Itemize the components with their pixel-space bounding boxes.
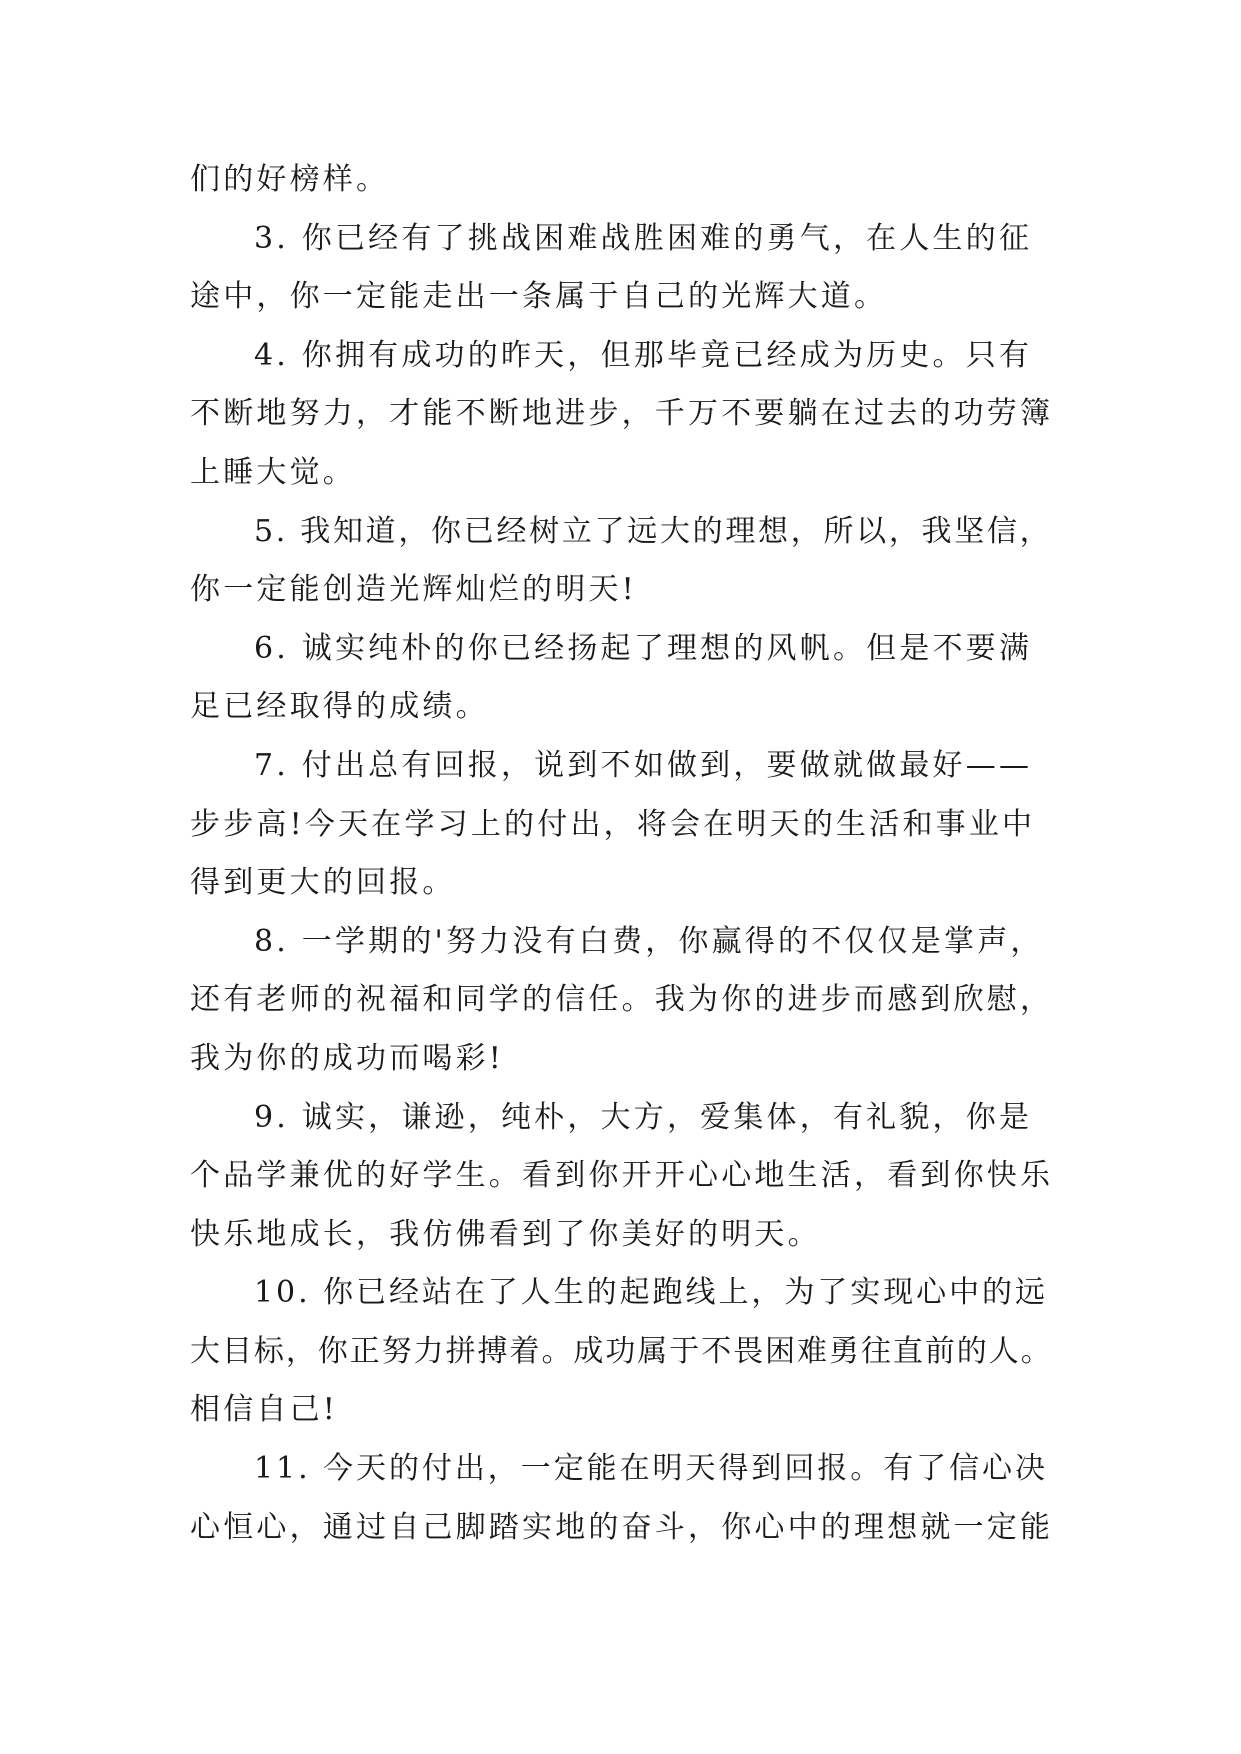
text-line: 上睡大觉。 — [190, 454, 356, 490]
text-line: 途中，你一定能走出一条属于自己的光辉大道。 — [190, 279, 888, 315]
document-body — [190, 151, 1052, 1557]
text-line: 你一定能创造光辉灿烂的明天! — [190, 572, 637, 608]
text-line: 不断地努力，才能不断地进步，千万不要躺在过去的功劳簿 — [190, 396, 1054, 432]
text-line: 7. 付出总有回报，说到不如做到，要做就做最好—— — [254, 747, 1033, 783]
text-line: 6. 诚实纯朴的你已经扬起了理想的风帆。但是不要满 — [254, 630, 1033, 666]
text-line: 还有老师的祝福和同学的信任。我为你的进步而感到欣慰， — [190, 982, 1054, 1018]
text-line: 们的好榜样。 — [190, 162, 390, 197]
text-line: 步步高!今天在学习上的付出，将会在明天的生活和事业中 — [190, 806, 1036, 842]
text-line: 心恒心，通过自己脚踏实地的奋斗，你心中的理想就一定能 — [190, 1509, 1054, 1545]
text-line: 得到更大的回报。 — [190, 865, 456, 901]
text-line: 11. 今天的付出，一定能在明天得到回报。有了信心决 — [254, 1451, 1048, 1487]
text-line: 相信自己! — [190, 1392, 339, 1428]
text-line: 我为你的成功而喝彩! — [190, 1040, 505, 1076]
text-line: 10. 你已经站在了人生的起跑线上，为了实现心中的远 — [254, 1275, 1048, 1311]
text-line: 3. 你已经有了挑战困难战胜困难的勇气，在人生的征 — [254, 220, 1033, 256]
text-line: 5. 我知道，你已经树立了远大的理想，所以，我坚信， — [254, 513, 1053, 549]
text-line: 足已经取得的成绩。 — [190, 689, 489, 725]
text-line: 9. 诚实，谦逊，纯朴，大方，爱集体，有礼貌，你是 — [254, 1099, 1033, 1135]
text-line: 个品学兼优的好学生。看到你开开心心地生活，看到你快乐 — [190, 1158, 1054, 1194]
text-line: 快乐地成长，我仿佛看到了你美好的明天。 — [190, 1216, 821, 1252]
text-line: 4. 你拥有成功的昨天，但那毕竟已经成为历史。只有 — [254, 337, 1033, 373]
text-line: 大目标，你正努力拼搏着。成功属于不畏困难勇往直前的人。 — [190, 1333, 1053, 1369]
text-line: 8. 一学期的'努力没有白费，你赢得的不仅仅是掌声， — [254, 923, 1044, 959]
